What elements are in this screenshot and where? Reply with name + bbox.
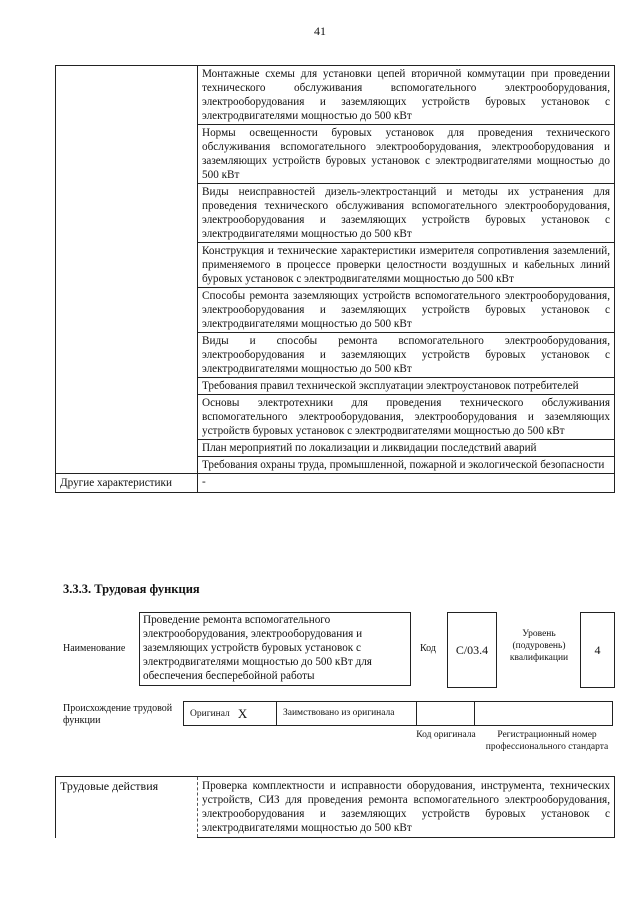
knowledge-item: План мероприятий по локализации и ликвидации последствий аварий (198, 440, 615, 457)
actions-table (55, 776, 615, 838)
table-row (56, 474, 615, 493)
knowledge-item: Нормы освещенности буровых установок для проведения технического обслуживания вспомогательного электрооборудования, электрооборудования и заземляющих устройств буровых установок с электродвигателями мощностью до 500 кВт (198, 125, 615, 184)
action-item: Проверка комплектности и исправности оборудования, инструмента, технических устройств, СИЗ для проведения ремонта вспомогательного электрооборудования, электрооборудования и заземляющих устройств буровых установок с электродвигателями мощностью до 500 кВт (198, 777, 615, 838)
function-name-box: Проведение ремонта вспомогательного электрооборудования, электрооборудования и заземляющих устройств буровых установок с электродвигателями мощностью до 500 кВт для обеспечения бесперебойной работы (139, 612, 411, 686)
other-characteristics-label: Другие характеристики (56, 474, 198, 493)
code-original-label: Код оригинала (416, 730, 476, 740)
knowledge-item: Способы ремонта заземляющих устройств вспомогательного электрооборудования, электрооборудования и заземляющих устройств буровых установок с электродвигателями мощностью до 500 кВт (198, 288, 615, 333)
table-row (56, 777, 615, 838)
name-label: Наименование (63, 643, 126, 654)
original-label: Оригинал (190, 708, 230, 719)
level-value-box: 4 (580, 612, 615, 688)
table-row (56, 66, 615, 125)
knowledge-item: Конструкция и технические характеристики измерителя сопротивления заземлений, применяемого в процессе проверки целостности воздушных и кабельных линий буровых установок с электродвигателями мощностью до 500 кВт (198, 243, 615, 288)
other-characteristics-value: - (198, 474, 615, 493)
reg-number-label: Регистрационный номер профессионального стандарта (485, 730, 609, 752)
original-mark: X (237, 705, 248, 721)
knowledge-item: Требования охраны труда, промышленной, пожарной и экологической безопасности (198, 457, 615, 474)
code-label: Код (420, 643, 436, 654)
origin-row (183, 701, 613, 726)
page-number: 41 (314, 24, 326, 38)
reg-number-cell (475, 702, 612, 725)
knowledge-item: Требования правил технической эксплуатации электроустановок потребителей (198, 378, 615, 395)
knowledge-item: Виды неисправностей дизель-электростанций и методы их устранения для проведения технического обслуживания вспомогательного электрооборудования, электрооборудования и заземляющих устройств буровых установок с электродвигателями мощностью до 500 кВт (198, 184, 615, 243)
knowledge-table (55, 65, 615, 493)
borrowed-cell: Заимствовано из оригинала (277, 702, 417, 725)
actions-label: Трудовые действия (56, 777, 198, 838)
original-cell (184, 702, 277, 725)
code-original-cell (417, 702, 475, 725)
origin-label: Происхождение трудовой функции (63, 703, 173, 726)
knowledge-item: Основы электротехники для проведения технического обслуживания вспомогательного электрооборудования, электрооборудования и заземляющих устройств буровых установок с электродвигателями мощностью до 500 кВт (198, 395, 615, 440)
knowledge-label-cell (56, 66, 198, 474)
function-code-box: C/03.4 (447, 612, 497, 688)
knowledge-item: Виды и способы ремонта вспомогательного электрооборудования, электрооборудования и заземляющих устройств буровых установок с электродвигателями мощностью до 500 кВт (198, 333, 615, 378)
knowledge-item: Монтажные схемы для установки цепей вторичной коммутации при проведении технического обслуживания вспомогательного электрооборудования, электрооборудования и заземляющих устройств буровых установок с электродвигателями мощностью до 500 кВт (198, 66, 615, 125)
section-title: 3.3.3. Трудовая функция (63, 582, 200, 596)
level-label: Уровень (подуровень) квалификации (509, 629, 569, 663)
